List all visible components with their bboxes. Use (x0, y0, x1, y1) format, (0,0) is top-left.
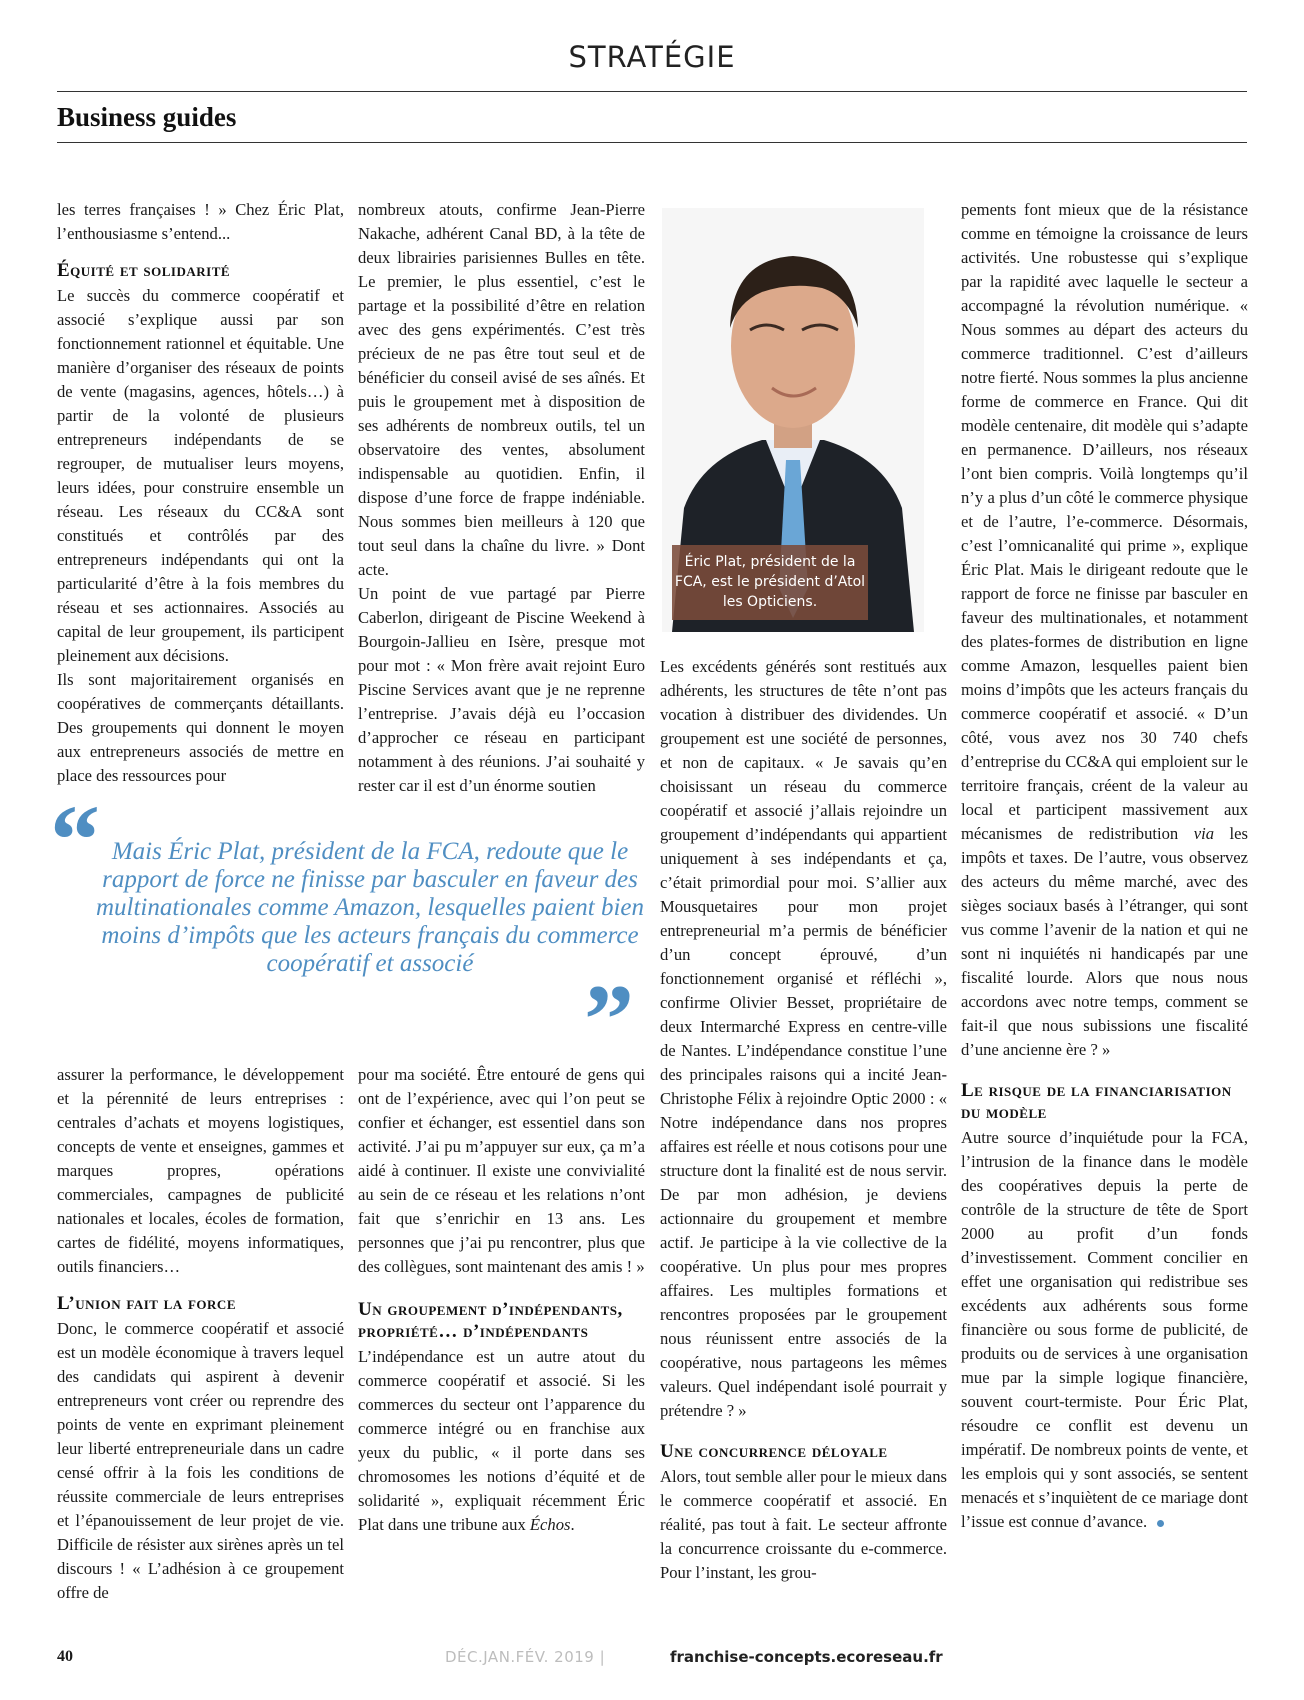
paragraph (961, 1126, 1248, 1534)
paragraph-text: les impôts et taxes. De l’autre, vous observez des acteurs du même marché, avec des sièges sociaux basés à l’étranger, qui sont vus comme l’avenir de la nation et qui ne sont ni inquiétés ni handicapés par une fiscalité lourde. Alors que nous nous accordons avec notre temps, comment se fait-il que nous subissions une fiscalité d’une ancienne ère ? » (961, 824, 1248, 1059)
paragraph: assurer la performance, le développement et la pérennité de leurs entreprises : centrales d’achats et moyens logistiques, concepts de vente et enseignes, gammes et marques propres, opérations commerciales, campagnes de publicité nationales et locales, écoles de formation, cartes de fidélité, moyens informatiques, outils financiers… (57, 1065, 344, 1276)
subheading: Le risque de la financiarisation du modèle (961, 1080, 1232, 1123)
column-1-top (57, 198, 344, 788)
paragraph-text: Autre source d’inquiétude pour la FCA, l’intrusion de la finance dans le modèle des coopératives depuis la perte de contrôle de la structure de tête de Sport 2000 au profit d’un fonds d’investissement. Comment concilier en effet une organisation qui redistribue ses excédents aux adhérents sous forme financière ou sous forme de publicité, de produits ou de services à une organisation mue par la simple logique financière, souvent court-termiste. Pour Éric Plat, résoudre ce conflit est devenu un impératif. De nombreux points de vente, et les emplois qui y sont associés, se sentent menacés et s’inquiètent de ce mariage dont l’issue est connue d’avance. (961, 1128, 1248, 1531)
paragraph: Alors, tout semble aller pour le mieux dans le commerce coopératif et associé. En réalité, pas tout à fait. Le secteur affronte la concurrence croissante du e-commerce. Pour l’instant, les grou- (660, 1467, 947, 1582)
photo-caption: Éric Plat, président de la FCA, est le président d’Atol les Opticiens. (672, 545, 868, 620)
end-mark-icon (1157, 1520, 1164, 1527)
paragraph: Le succès du commerce coopératif et associé s’explique aussi par son fonctionnement rationnel et équitable. Une manière d’organiser des réseaux de points de vente (magasins, agences, hôtels…) à partir de la volonté de plusieurs entrepreneurs indépendants de se regrouper, de mutualiser leurs moyens, leurs idées, pour construire ensemble un réseau. Les réseaux du CC&A sont constitués et contrôlés par des entrepreneurs indépendants qui ont la particularité d’être à la fois membres du réseau et ses actionnaires. Associés au capital de leur groupement, ils participent pleinement aux décisions. (57, 286, 344, 665)
rubric-title: Business guides (57, 102, 237, 132)
paragraph (961, 198, 1248, 1062)
paragraph: Les excédents générés sont restitués aux adhérents, les structures de tête n’ont pas vocation à distribuer des dividendes. Un groupement est une société de personnes, et non de capitaux. « Je savais qu’en choisissant un réseau du commerce coopératif et associé j’allais rejoindre un groupement d’indépendants qui appartient uniquement à ses indépendants et ça, c’était primordial pour moi. S’allier aux Mousquetaires pour mon projet entrepreneurial m’a permis de bénéficier d’un concept éprouvé, d’un fonctionnement organisé et réfléchi », confirme Olivier Besset, propriétaire de deux Intermarché Express en centre-ville de Nantes. L’indépendance constitue l’une des principales raisons qui a incité Jean-Christophe Félix à rejoindre Optic 2000 : « Notre indépendance dans nos propres affaires est réelle et nous cotisons pour une structure dont la finalité est de nous servir. De par mon adhésion, je deviens actionnaire du groupement et membre actif. Je participe à la vie collective de la coopérative. Un plus pour mes propres affaires. Les multiples formations et rencontres proposées par le groupement nous réunissent entre associés de la coopérative, nous partageons les mêmes valeurs. Quel indépendant isolé pourrait y prétendre ? » (660, 657, 947, 1420)
column-3 (660, 655, 947, 1585)
subheading: Équité et solidarité (57, 260, 231, 281)
paragraph: Donc, le commerce coopératif et associé est un modèle économique à travers lequel des candidats qui aspirent à devenir entrepreneurs vont créer ou reprendre des points de vente en exprimant pleinement leur liberté entrepreneuriale dans un cadre censé offrir à la fois les conditions de réussite commerciale de leurs entreprises et l’épanouissement de leur projet de vie. Difficile de résister aux sirènes après un tel discours ! « L’adhésion à ce groupement offre de (57, 1319, 344, 1602)
website-link[interactable]: franchise-concepts.ecoreseau.fr (670, 1648, 943, 1666)
pull-quote: Mais Éric Plat, président de la FCA, redoute que le rapport de force ne finisse par basculer en faveur des multinationales comme Amazon, lesquelles paient bien moins d’impôts que les acteurs français du commerce coopératif et associé (95, 838, 645, 977)
column-2-top (358, 198, 645, 798)
publication-name: Échos (529, 1515, 571, 1534)
column-1-bottom (57, 1063, 344, 1605)
paragraph (358, 1345, 645, 1537)
subheading: Une concurrence déloyale (660, 1441, 888, 1462)
subheading: Un groupement d’indépendants, propriété… d’indépendants (358, 1299, 623, 1342)
paragraph: les terres françaises ! » Chez Éric Plat, l’enthousiasme s’entend... (57, 200, 344, 243)
close-quote-icon: ” (584, 964, 634, 1075)
section-title: STRATÉGIE (568, 40, 736, 74)
paragraph: Un point de vue partagé par Pierre Caberlon, dirigeant de Piscine Weekend à Bourgoin-Jallieu en Isère, presque mot pour mot : « Mon frère avait rejoint Euro Piscine Services avant que je ne reprenne l’entreprise. J’avais déjà eu l’occasion d’approcher ce réseau en participant notamment à des réunions. J’ai souhaité y rester car il est d’un énorme soutien (358, 584, 645, 795)
paragraph-text: L’indépendance est un autre atout du commerce coopératif et associé. Si les commerces du secteur ont l’apparence du commerce intégré ou en franchise aux yeux du public, « il porte dans ses chromosomes les notions d’équité et de solidarité », expliquait récemment Éric Plat dans une tribune aux (358, 1347, 645, 1534)
paragraph: nombreux atouts, confirme Jean-Pierre Nakache, adhérent Canal BD, à la tête de deux librairies parisiennes Bulles en tête. Le premier, le plus essentiel, c’est le partage et la possibilité d’être en relation avec des gens expérimentés. C’est très précieux de ne pas être tout seul et de bénéficier du conseil avisé de ses aînés. Et puis le groupement met à disposition de ses adhérents de nombreux outils, tel un observatoire des ventes, absolument indispensable au quotidien. Enfin, il dispose d’une force de frappe indéniable. Nous sommes bien meilleurs à 120 que tout seul dans la chaîne du livre. » Dont acte. (358, 200, 645, 579)
issue-date: DÉC.JAN.FÉV. 2019 | (445, 1648, 606, 1666)
header-rule-bottom (57, 142, 1247, 143)
column-4 (961, 198, 1248, 1534)
page-number: 40 (57, 1648, 73, 1665)
paragraph: Ils sont majoritairement organisés en coopératives de commerçants détaillants. Des groupements qui donnent le moyen aux entrepreneurs associés de mettre en place des ressources pour (57, 670, 344, 785)
column-2-bottom (358, 1063, 645, 1537)
subheading: L’union fait la force (57, 1293, 236, 1314)
paragraph-text: pements font mieux que de la résistance comme en témoigne la croissance de leurs activités. Une robustesse qui s’explique par la rapidité avec laquelle le secteur a accompagné la révolution numérique. « Nous sommes au départ des acteurs du commerce traditionnel. C’est d’ailleurs notre fierté. Nous sommes la plus ancienne forme de commerce en France. Qui dit modèle centenaire, dit modèle qui s’adapte en permanence. D’ailleurs, nos réseaux l’ont bien compris. Voilà longtemps qu’il n’y a plus d’un côté le commerce physique et de l’autre, l’e-commerce. Désormais, c’est l’omnicanalité qui prime », explique Éric Plat. Mais le dirigeant redoute que le rapport de force ne finisse par basculer en faveur des multinationales, et notamment des plates-formes de distribution en ligne comme Amazon, lesquelles paient bien moins d’impôts que les acteurs français du commerce coopératif et associé. « D’un côté, vous avez nos 30 740 chefs d’entreprise du CC&A qui emploient sur le territoire français, créent de la valeur au local et participent massivement aux mécanismes de redistribution (961, 200, 1248, 843)
paragraph: pour ma société. Être entouré de gens qui ont de l’expérience, avec qui l’on peut se confier et échanger, est essentiel dans son activité. J’ai pu m’appuyer sur eux, ça m’a aidé à continuer. Il existe une convivialité au sein de ce réseau et les relations n’ont fait que s’enrichir en 13 ans. Les personnes que j’ai pu rencontrer, plus que des collègues, sont maintenant des amis ! » (358, 1065, 645, 1276)
paragraph-text: . (570, 1515, 575, 1534)
header-rule-top (57, 91, 1247, 92)
emphasis: via (1193, 824, 1215, 843)
open-quote-icon: “ (50, 784, 100, 895)
